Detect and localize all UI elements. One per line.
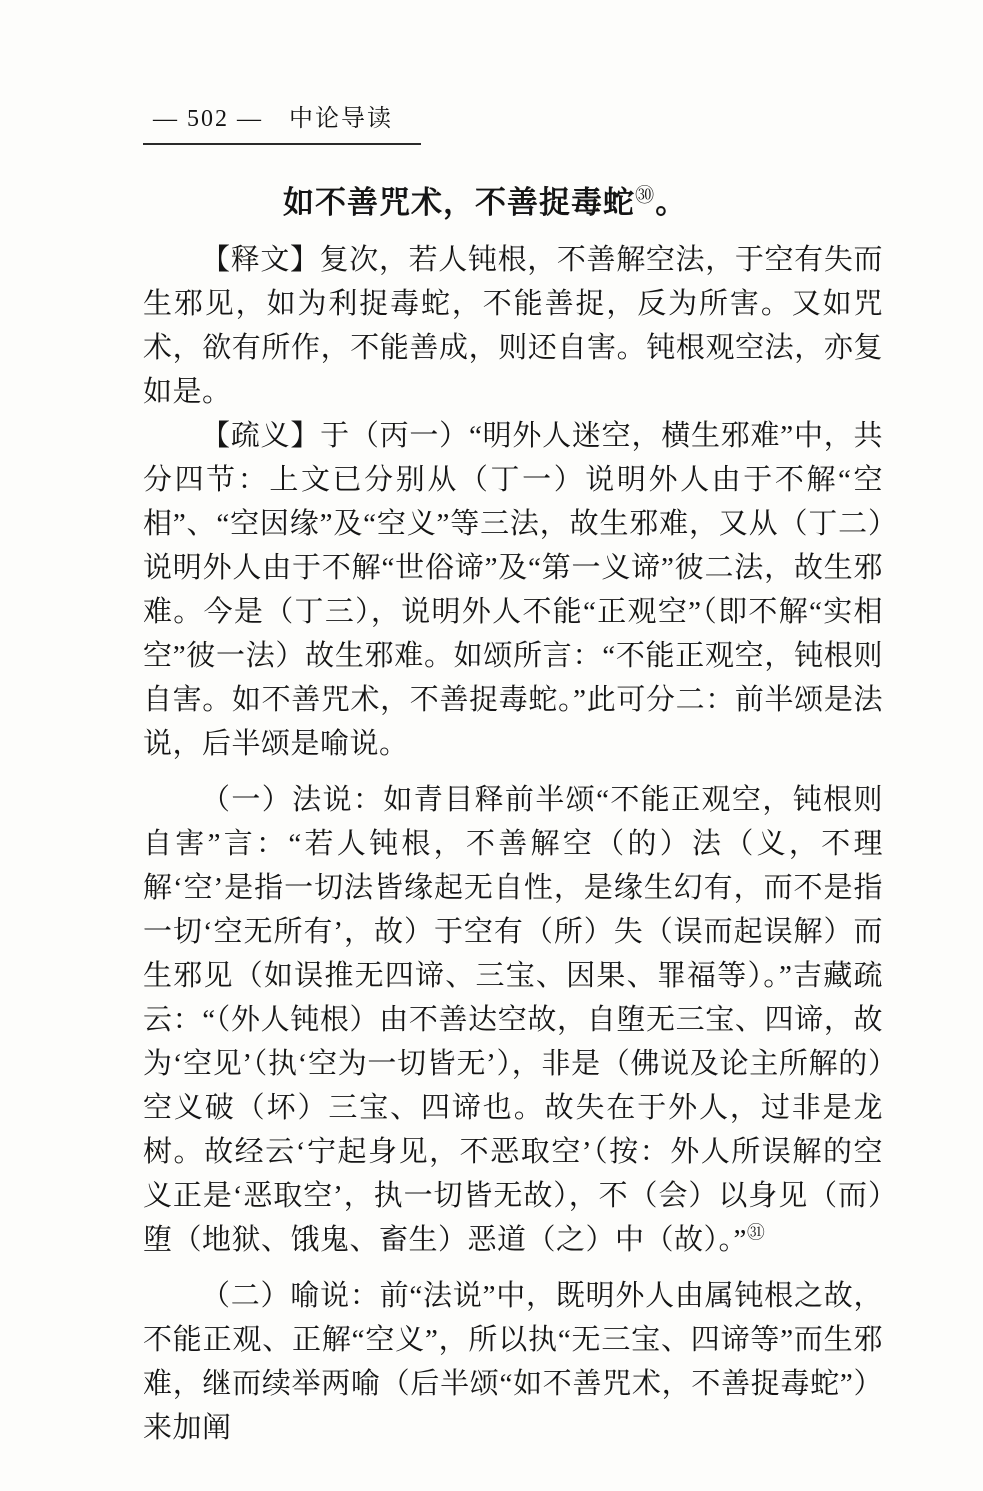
verse-line <box>283 177 883 222</box>
page-header <box>143 98 421 145</box>
footnote-mark-30: ㉚ <box>635 185 656 207</box>
body-text <box>143 238 883 1450</box>
book-title: 中论导读 <box>289 106 393 132</box>
paragraph-shiwen: 【释文】复次，若人钝根，不善解空法，于空有失而生邪见，如为利捉毒蛇，不能善捉，反为所害。又如咒术，欲有所作，不能善成，则还自害。钝根观空法，亦复如是。 <box>143 244 883 408</box>
verse-period: 。 <box>655 185 688 220</box>
verse-text: 如不善咒术，不善捉毒蛇 <box>283 185 635 220</box>
paragraph-fashuo <box>143 778 883 1262</box>
fashuo-text: （一）法说：如青目释前半颂“不能正观空，钝根则自害”言：“若人钝根，不善解空（的）法（义，不理解‘空’是指一切法皆缘起无自性，是缘生幻有，而不是指一切‘空无所有’，故）于空有（所）失（误而起误解）而生邪见（如误推无四谛、三宝、因果、罪福等）。”吉藏疏云：“（外人钝根）由不善达空故，自堕无三宝、四谛，故为‘空见’（执‘空为一切皆无’），非是（佛说及论主所解的）空义破（坏）三宝、四谛也。故失在于外人，过非是龙树。故经云‘宁起身见，不恶取空’（按：外人所误解的空义正是‘恶取空’，执一切皆无故），不（会）以身见（而）堕（地狱、饿鬼、畜生）恶道（之）中（故）。” <box>143 784 883 1256</box>
paragraph-yushuo: （二）喻说：前“法说”中，既明外人由属钝根之故，不能正观、正解“空义”，所以执“无三宝、四谛等”而生邪难，继而续举两喻（后半颂“如不善咒术，不善捉毒蛇”）来加阐 <box>143 1280 883 1444</box>
paragraph-shuyi: 【疏义】于（丙一）“明外人迷空，横生邪难”中，共分四节：上文已分别从（丁一）说明外人由于不解“空相”、“空因缘”及“空义”等三法，故生邪难，又从（丁二）说明外人由于不解“世俗谛”及“第一义谛”彼二法，故生邪难。今是（丁三），说明外人不能“正观空”（即不解“实相空”彼一法）故生邪难。如颂所言：“不能正观空，钝根则自害。如不善咒术，不善捉毒蛇。”此可分二：前半颂是法说，后半颂是喻说。 <box>143 420 883 760</box>
footnote-mark-31: ㉛ <box>746 1222 766 1243</box>
page-number: — 502 — <box>153 106 263 132</box>
